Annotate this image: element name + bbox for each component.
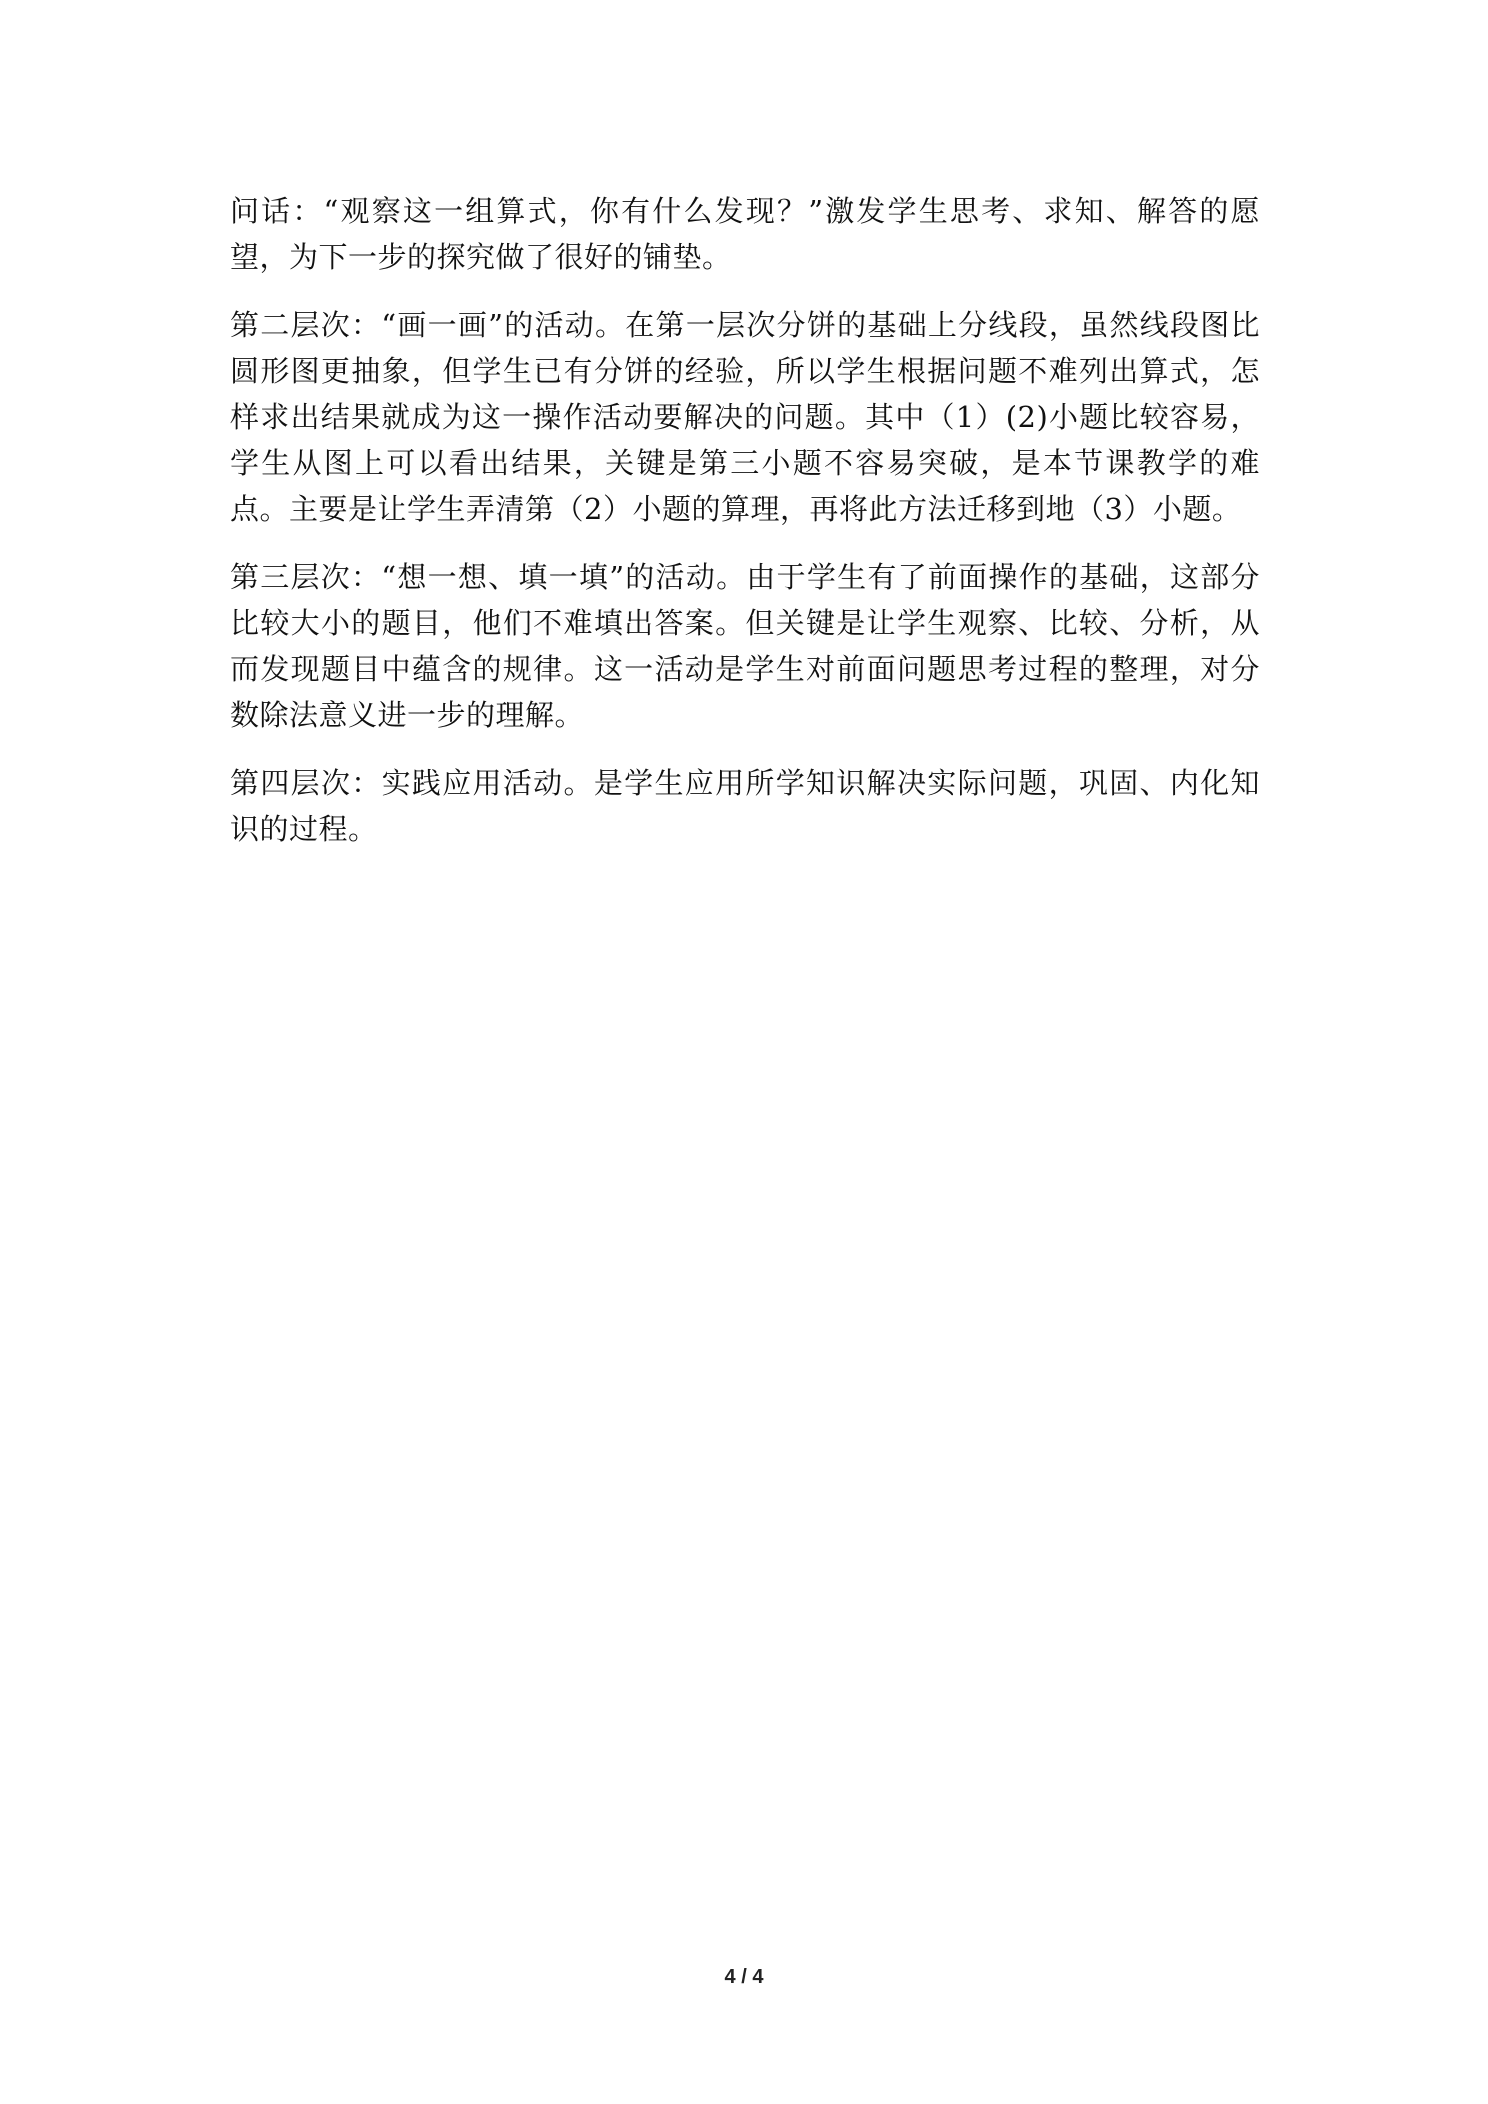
paragraph-level-four: 第四层次：实践应用活动。是学生应用所学知识解决实际问题，巩固、内化知识的过程。	[230, 766, 1260, 846]
paragraph-level-three: 第三层次：“想一想、填一填”的活动。由于学生有了前面操作的基础，这部分比较大小的题目，他们不难填出答案。但关键是让学生观察、比较、分析，从而发现题目中蕴含的规律。这一活动是学生对前面问题思考过程的整理，对分数除法意义进一步的理解。	[230, 560, 1260, 732]
document-body	[230, 188, 1260, 874]
paragraph-level-two: 第二层次：“画一画”的活动。在第一层次分饼的基础上分线段，虽然线段图比圆形图更抽象，但学生已有分饼的经验，所以学生根据问题不难列出算式，怎样求出结果就成为这一操作活动要解决的问题。其中（1）(2)小题比较容易，学生从图上可以看出结果，关键是第三小题不容易突破，是本节课教学的难点。主要是让学生弄清第（2）小题的算理，再将此方法迁移到地（3）小题。	[230, 308, 1260, 526]
page-number: 4 / 4	[724, 1966, 764, 1988]
paragraph-question-remark: 问话：“观察这一组算式，你有什么发现？”激发学生思考、求知、解答的愿望，为下一步的探究做了很好的铺垫。	[230, 194, 1260, 274]
